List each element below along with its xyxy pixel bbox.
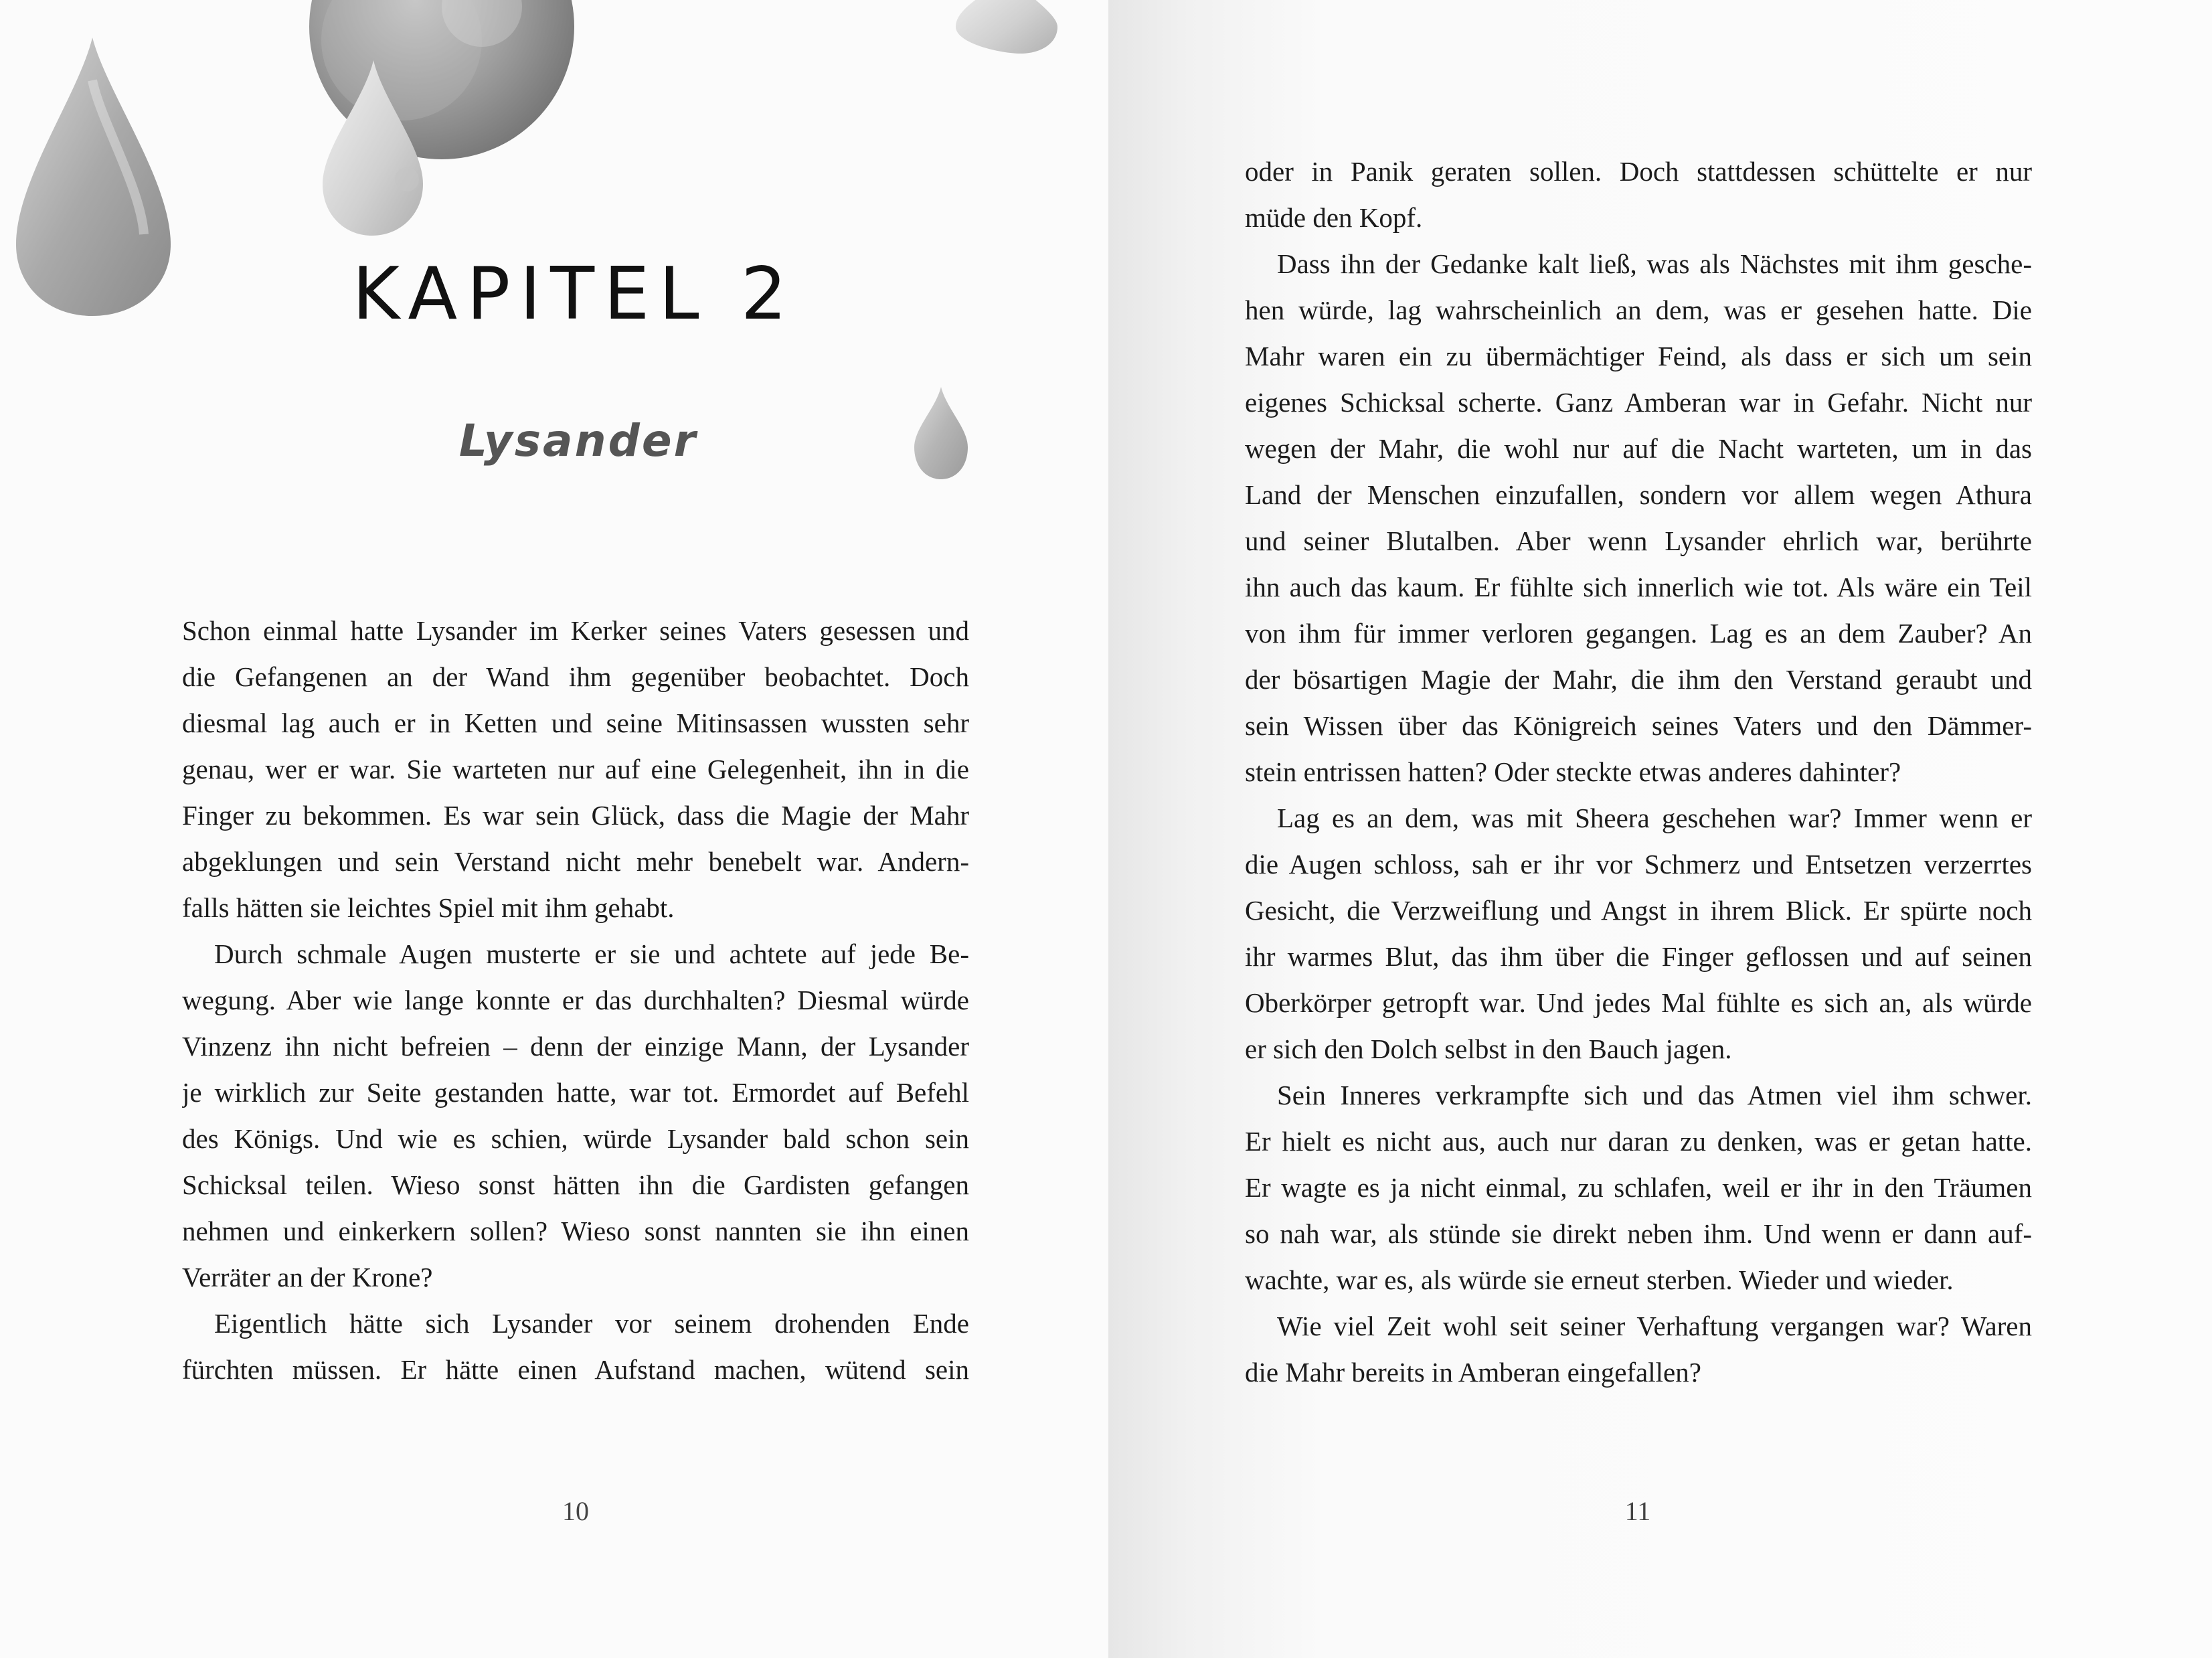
chapter-subtitle: Lysander [458, 415, 698, 467]
text-line: sein Wissen über das Königreich seines Vaters und den Dämmer- [1245, 710, 2032, 741]
text-line: nehmen und einkerkern sollen? Wieso sonst nannten sie ihn einen [182, 1216, 969, 1246]
left-body-text [182, 608, 969, 1393]
text-line: wegung. Aber wie lange konnte er das durchhalten? Diesmal würde [182, 985, 969, 1015]
right-body-text [1245, 149, 2032, 1396]
text-line: des Königs. Und wie es schien, würde Lysander bald schon sein [182, 1123, 969, 1154]
text-line: müde den Kopf. [1245, 202, 1423, 233]
text-line: hen würde, lag wahrscheinlich an dem, was er gesehen hatte. Die [1245, 295, 2032, 325]
right-page [1108, 0, 2212, 1658]
text-line: Land der Menschen einzufallen, sondern vor allem wegen Athura [1245, 479, 2032, 510]
text-line: Finger zu bekommen. Es war sein Glück, dass die Magie der Mahr [182, 800, 969, 831]
text-line: genau, wer er war. Sie warteten nur auf eine Gelegenheit, ihn in die [182, 754, 969, 784]
text-line: Durch schmale Augen musterte er sie und achtete auf jede Be- [214, 938, 969, 969]
text-line: die Augen schloss, sah er ihr vor Schmerz und Entsetzen verzerrtes [1245, 849, 2032, 880]
text-line: diesmal lag auch er in Ketten und seine Mitinsassen wussten sehr [182, 708, 969, 738]
text-line: ihr warmes Blut, das ihm über die Finger geflossen und auf seinen [1245, 941, 2032, 972]
text-line: Er hielt es nicht aus, auch nur daran zu denken, was er getan hatte. [1245, 1126, 2032, 1157]
text-line: abgeklungen und sein Verstand nicht mehr benebelt war. Andern- [182, 846, 969, 877]
text-line: von ihm für immer verloren gegangen. Lag es an dem Zauber? An [1245, 618, 2032, 649]
text-line: Vinzenz ihn nicht befreien – denn der einzige Mann, der Lysander [182, 1031, 969, 1062]
text-line: wachte, war es, als würde sie erneut sterben. Wieder und wieder. [1245, 1264, 1954, 1295]
text-line: stein entrissen hatten? Oder steckte etwas anderes dahinter? [1245, 756, 1901, 787]
text-line: die Gefangenen an der Wand ihm gegenüber beobachtet. Doch [182, 661, 969, 692]
text-line: er sich den Dolch selbst in den Bauch jagen. [1245, 1033, 1732, 1064]
text-line: je wirklich zur Seite gestanden hatte, war tot. Ermordet auf Befehl [182, 1077, 969, 1108]
text-line: Verräter an der Krone? [182, 1262, 433, 1293]
text-line: Eigentlich hätte sich Lysander vor seinem drohenden Ende [214, 1308, 969, 1339]
text-line: oder in Panik geraten sollen. Doch stattdessen schüttelte er nur [1245, 156, 2032, 187]
text-line: Schon einmal hatte Lysander im Kerker seines Vaters gesessen und [182, 615, 969, 646]
text-line: wegen der Mahr, die wohl nur auf die Nacht warteten, um in das [1245, 433, 2032, 464]
text-line: Oberkörper getropft war. Und jedes Mal fühlte es sich an, als würde [1245, 987, 2032, 1018]
text-line: Wie viel Zeit wohl seit seiner Verhaftung vergangen war? Waren [1277, 1311, 2032, 1341]
text-line: Gesicht, die Verzweiflung und Angst in ihrem Blick. Er spürte noch [1245, 895, 2032, 926]
page-number-left: 10 [562, 1496, 589, 1526]
page-number-right: 11 [1624, 1496, 1651, 1526]
text-line: Lag es an dem, was mit Sheera geschehen war? Immer wenn er [1277, 803, 2032, 833]
text-line: so nah war, als stünde sie direkt neben ihm. Und wenn er dann auf- [1245, 1218, 2032, 1249]
text-line: falls hätten sie leichtes Spiel mit ihm gehabt. [182, 892, 675, 923]
text-line: Schicksal teilen. Wieso sonst hätten ihn die Gardisten gefangen [182, 1169, 969, 1200]
text-line: Er wagte es ja nicht einmal, zu schlafen, weil er ihr in den Träumen [1245, 1172, 2032, 1203]
text-line: Mahr waren ein zu übermächtiger Feind, als dass er sich um sein [1245, 341, 2032, 371]
text-line: und seiner Blutalben. Aber wenn Lysander ehrlich war, berührte [1245, 525, 2032, 556]
text-line: fürchten müssen. Er hätte einen Aufstand machen, wütend sein [182, 1354, 969, 1385]
text-line: der bösartigen Magie der Mahr, die ihm den Verstand geraubt und [1245, 664, 2032, 695]
top-right-water-drop-icon [956, 0, 1057, 54]
chapter-title: KAPITEL 2 [352, 252, 796, 336]
text-line: Sein Inneres verkrampfte sich und das Atmen viel ihm schwer. [1277, 1080, 2032, 1110]
text-line: die Mahr bereits in Amberan eingefallen? [1245, 1357, 1701, 1388]
text-line: Dass ihn der Gedanke kalt ließ, was als Nächstes mit ihm gesche- [1277, 248, 2032, 279]
text-line: eigenes Schicksal scherte. Ganz Amberan war in Gefahr. Nicht nur [1245, 387, 2032, 418]
text-line: ihn auch das kaum. Er fühlte sich innerlich wie tot. Als wäre ein Teil [1245, 572, 2032, 602]
